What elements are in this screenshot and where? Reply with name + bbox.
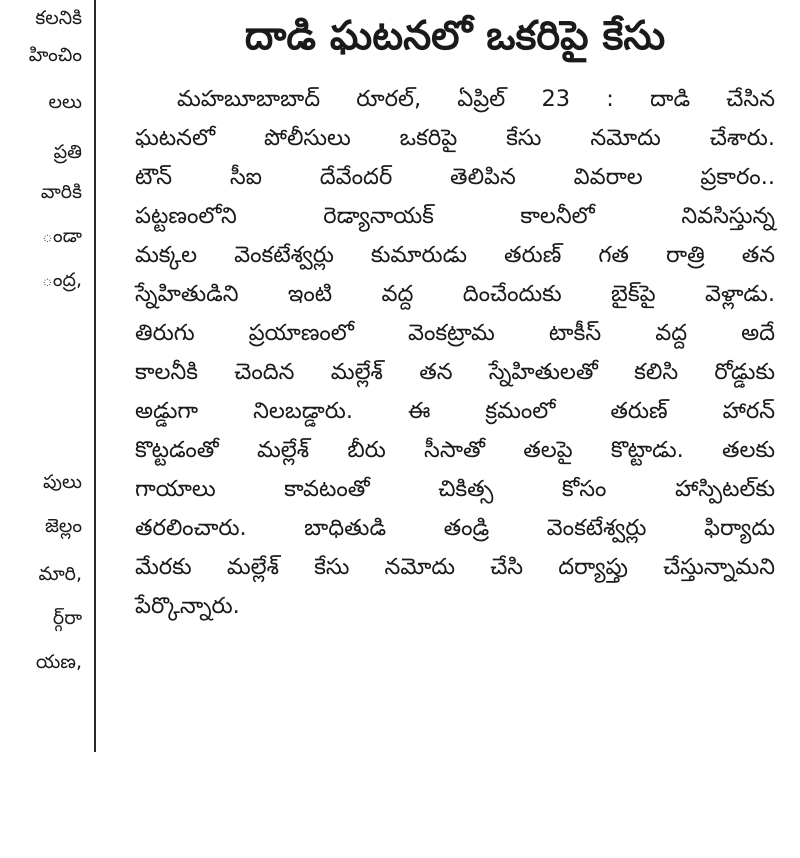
article-line: అడ్డుగా నిలబడ్డారు. ఈ క్రమంలో తరుణ్ హారన్ (135, 398, 775, 424)
left-column-line: వారికి (40, 181, 82, 203)
article-line: తరలించారు. బాధితుడి తండ్రి వెంకటేశ్వర్లు ఫిర్యాదు (135, 515, 775, 541)
article-headline: దాడి ఘటనలో ఒకరిపై కేసు (244, 13, 666, 59)
left-column-line: ప్రతి (53, 141, 82, 163)
left-column-line: మారి, (38, 563, 82, 585)
left-column-line: లలు (48, 91, 82, 113)
left-column-line: పులు (42, 471, 82, 493)
article-line: స్నేహితుడిని ఇంటి వద్ద దించేందుకు బైక్‌పై వెళ్లాడు. (135, 281, 775, 307)
article-line: పట్టణంలోని రెడ్యానాయక్ కాలనీలో నివసిస్తున్న (135, 203, 775, 229)
left-column-line: యణ, (35, 651, 82, 673)
article-line: టౌన్ సీఐ దేవేందర్ తెలిపిన వివరాల ప్రకారం.. (135, 164, 775, 190)
article-line: ఘటనలో పోలీసులు ఒకరిపై కేసు నమోదు చేశారు. (135, 125, 775, 151)
article-body (135, 80, 775, 626)
article-line: మహబూబాబాద్ రూరల్, ఏప్రిల్ 23 : దాడి చేసిన (177, 86, 775, 112)
left-column-line: హించిం (28, 44, 82, 66)
article-line: తిరుగు ప్రయాణంలో వెంకట్రామ టాకీస్ వద్ద అదే (135, 320, 775, 346)
article-line: కొట్టడంతో మల్లేశ్ బీరు సీసాతో తలపై కొట్టాడు. తలకు (135, 437, 775, 463)
article-line: మేరకు మల్లేశ్ కేసు నమోదు చేసి దర్యాప్తు చేస్తున్నామని (135, 554, 775, 580)
left-column-line: జెల్లం (45, 515, 82, 537)
left-column-line: ండా (42, 225, 82, 247)
article-line: పేర్కొన్నారు. (135, 593, 240, 619)
column-divider (94, 0, 96, 752)
left-column-line: కలనికి (35, 7, 82, 29)
left-column-line: ంద్ర, (41, 269, 82, 291)
article-line: గాయాలు కావటంతో చికిత్స కోసం హాస్పిటల్‌కు (135, 476, 775, 502)
adjacent-column-fragment (0, 0, 82, 673)
article-line: కాలనీకి చెందిన మల్లేశ్ తన స్నేహితులతో కలిసి రోడ్డుకు (135, 359, 775, 385)
left-column-line: ర్గ్‌రా (52, 607, 82, 629)
article-line: మక్కల వెంకటేశ్వర్లు కుమారుడు తరుణ్ గత రాత్రి తన (135, 242, 775, 268)
